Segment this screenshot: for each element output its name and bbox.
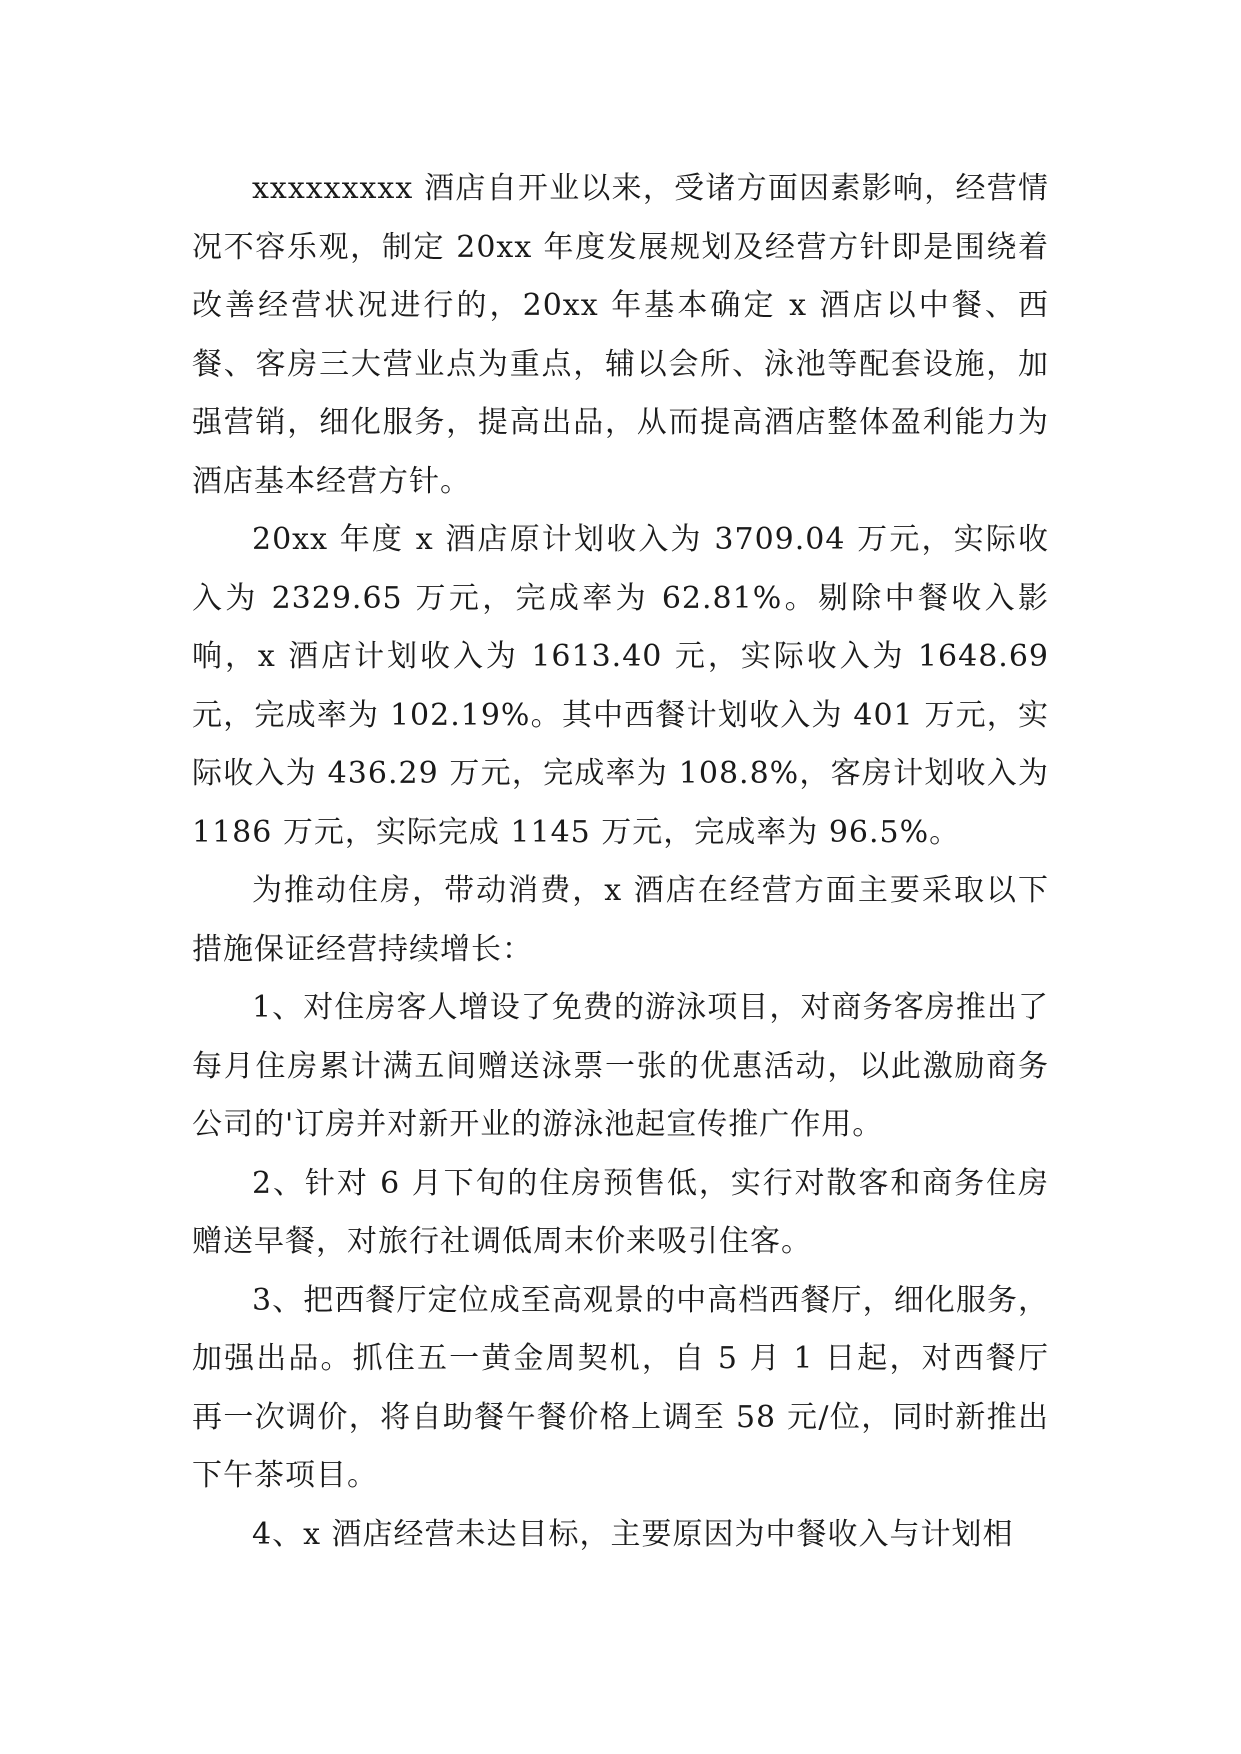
document-body [192,160,1049,1564]
paragraph-measure-4: 4、x 酒店经营未达目标，主要原因为中餐收入与计划相 [252,1516,1014,1552]
paragraph-revenue-summary: 20xx 年度 x 酒店原计划收入为 3709.04 万元，实际收入为 2329.65 万元，完成率为 62.81%。剔除中餐收入影响，x 酒店计划收入为 1613.40 元，实际收入为 1648.69 元，完成率为 102.19%。其中西餐计划收入为 401 万元，实际收入为 436.29 万元，完成率为 108.8%，客房计划收入为 1186 万元，实际完成 1145 万元，完成率为 96.5%。 [192,522,1049,850]
paragraph-measure-1: 1、对住房客人增设了免费的游泳项目，对商务客房推出了每月住房累计满五间赠送泳票一张的优惠活动，以此激励商务公司的'订房并对新开业的游泳池起宣传推广作用。 [192,990,1049,1142]
paragraph-measures-intro: 为推动住房，带动消费，x 酒店在经营方面主要采取以下措施保证经营持续增长： [192,873,1049,967]
paragraph-intro: xxxxxxxxx 酒店自开业以来，受诸方面因素影响，经营情况不容乐观，制定 20xx 年度发展规划及经营方针即是围绕着改善经营状况进行的，20xx 年基本确定 x 酒店以中餐、西餐、客房三大营业点为重点，辅以会所、泳池等配套设施，加强营销，细化服务，提高出品，从而提高酒店整体盈利能力为酒店基本经营方针。 [192,171,1049,499]
paragraph-measure-3: 3、把西餐厅定位成至高观景的中高档西餐厅，细化服务，加强出品。抓住五一黄金周契机，自 5 月 1 日起，对西餐厅再一次调价，将自助餐午餐价格上调至 58 元/位，同时新推出下午茶项目。 [192,1282,1049,1493]
paragraph-measure-2: 2、针对 6 月下旬的住房预售低，实行对散客和商务住房赠送早餐，对旅行社调低周末价来吸引住客。 [192,1165,1049,1259]
